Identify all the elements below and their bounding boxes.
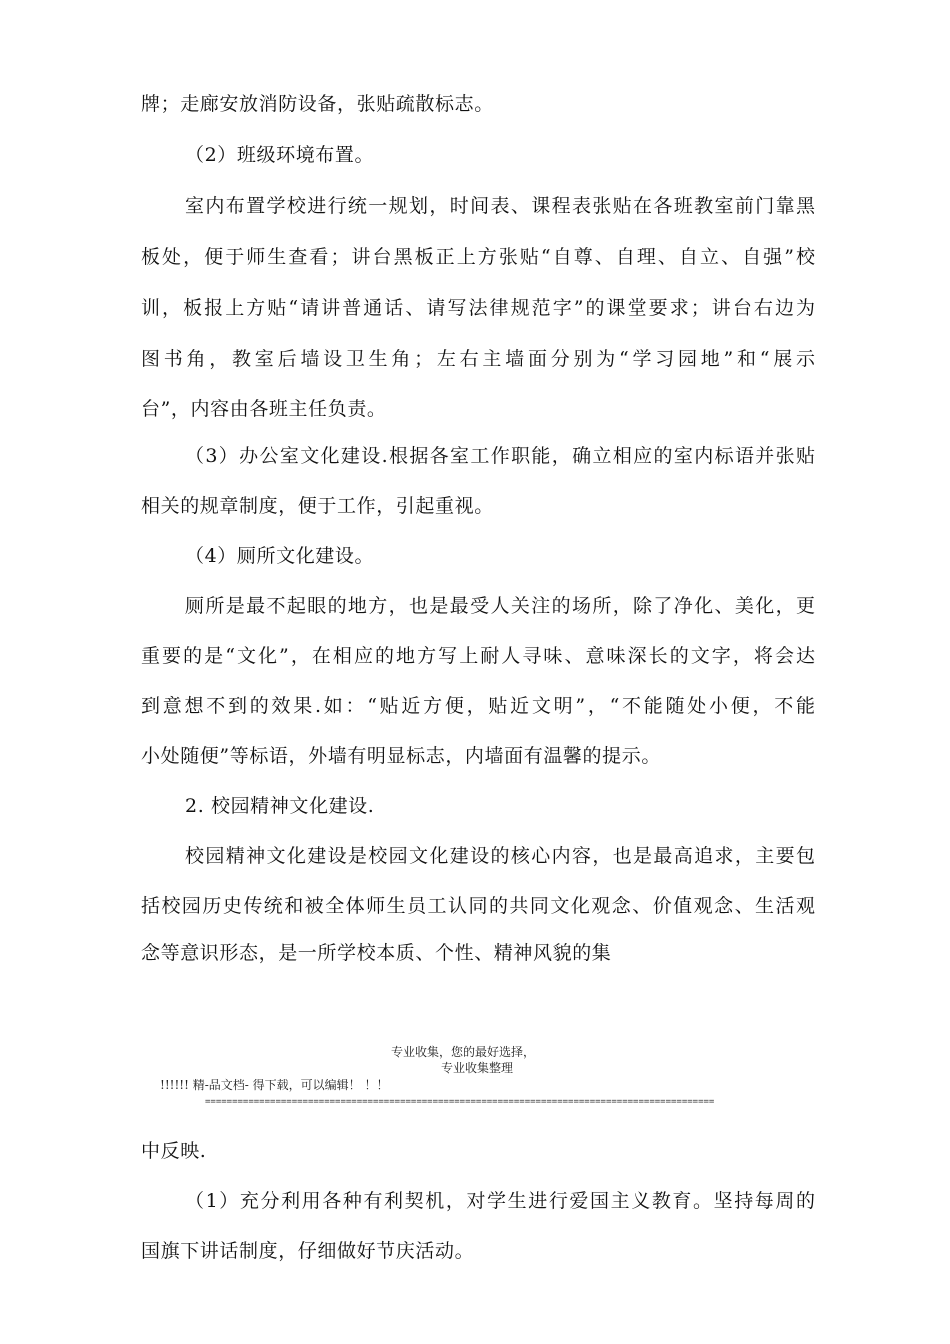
- paragraph-line: 中反映.: [141, 1140, 207, 1162]
- paragraph-line: 相关的规章制度，便于工作，引起重视。: [141, 495, 494, 517]
- section-heading: （4）厕所文化建设。: [185, 545, 375, 567]
- paragraph-line: （3）办公室文化建设.根据各室工作职能，确立相应的室内标语并张贴: [185, 445, 815, 467]
- paragraph-line: 到意想不到的效果.如：“贴近方便，贴近文明”，“不能随处小便，不能: [141, 695, 815, 717]
- section-heading: 2. 校园精神文化建设.: [185, 795, 375, 817]
- paragraph-line: 校园精神文化建设是校园文化建设的核心内容，也是最高追求，主要包: [185, 845, 815, 867]
- footer-line-1: 专业收集，您的最好选择，: [391, 1045, 536, 1059]
- paragraph-line: 牌；走廊安放消防设备，张贴疏散标志。: [141, 93, 494, 115]
- paragraph-line: 小处随便”等标语，外墙有明显标志，内墙面有温馨的提示。: [141, 745, 661, 767]
- section-heading: （2）班级环境布置。: [185, 144, 375, 166]
- paragraph-line: 国旗下讲话制度，仔细做好节庆活动。: [141, 1240, 475, 1262]
- paragraph-line: 板处，便于师生查看；讲台黑板正上方张贴“自尊、自理、自立、自强”校: [141, 246, 815, 268]
- paragraph-line: 厕所是最不起眼的地方，也是最受人关注的场所，除了净化、美化，更: [185, 595, 815, 617]
- paragraph-line: （1）充分利用各种有利契机，对学生进行爱国主义教育。坚持每周的: [185, 1190, 815, 1212]
- paragraph-line: 括校园历史传统和被全体师生员工认同的共同文化观念、价值观念、生活观: [141, 895, 815, 917]
- footer-line-2: 专业收集整理: [441, 1061, 514, 1075]
- footer-rule: ==============================================================================================: [205, 1097, 715, 1107]
- paragraph-line: 重要的是“文化”，在相应的地方写上耐人寻味、意味深长的文字，将会达: [141, 645, 815, 667]
- paragraph-line: 图书角，教室后墙设卫生角；左右主墙面分别为“学习园地”和“展示: [141, 348, 815, 370]
- paragraph-line: 室内布置学校进行统一规划，时间表、课程表张贴在各班教室前门靠黑: [185, 195, 815, 217]
- footer-line-3: !!!!!! 精-品文档- 得下载，可以编辑！ ！！: [160, 1078, 389, 1092]
- paragraph-line: 训，板报上方贴“请讲普通话、请写法律规范字”的课堂要求；讲台右边为: [141, 297, 815, 319]
- paragraph-line: 台”，内容由各班主任负责。: [141, 398, 387, 420]
- paragraph-line: 念等意识形态，是一所学校本质、个性、精神风貌的集: [141, 942, 612, 964]
